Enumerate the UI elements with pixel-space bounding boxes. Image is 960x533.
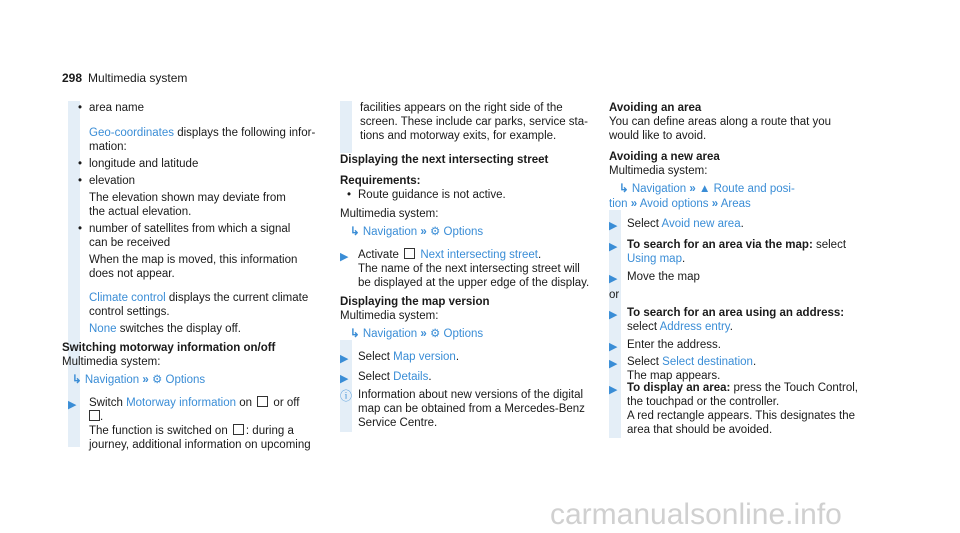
- options-link[interactable]: Options: [165, 374, 206, 386]
- step-icon: ▶: [609, 309, 618, 321]
- heading-new-area: Avoiding a new area: [609, 151, 720, 163]
- display-area-text4: area that should be avoided.: [627, 424, 773, 436]
- unchecked-line: .: [89, 410, 103, 424]
- heading-avoid-area: Avoiding an area: [609, 102, 702, 114]
- next-intersecting-street-link[interactable]: Next intersecting street: [420, 249, 538, 261]
- satellites-note1: When the map is moved, this information: [89, 254, 298, 266]
- return-arrow-icon: ↳: [350, 328, 360, 340]
- select-avoid-new-area-line: Select Avoid new area.: [627, 218, 744, 230]
- checked-box-icon: [233, 424, 244, 435]
- nav-path: [72, 373, 205, 387]
- watermark: carmanualsonline.info: [550, 498, 842, 531]
- geo-line: [89, 126, 315, 140]
- multimedia-system-label: Multimedia system:: [62, 356, 161, 368]
- details-link[interactable]: Details: [393, 371, 429, 383]
- heading-motorway: Switching motorway information on/off: [62, 342, 276, 354]
- geo-coordinates-link[interactable]: Geo-coordinates: [89, 127, 175, 139]
- select-text: Select: [358, 371, 390, 383]
- nav-path-cont: [609, 197, 751, 211]
- display-area-line: [627, 381, 858, 395]
- select-text: Select: [627, 218, 659, 230]
- column1-bar: [68, 101, 80, 447]
- areas-link[interactable]: Areas: [720, 198, 751, 210]
- switch-line: [89, 396, 299, 410]
- facilities-text3: tions and motorway exits, for example.: [360, 130, 557, 142]
- requirement-item: • Route guidance is not active.: [358, 188, 506, 202]
- activate-line: Activate Next intersecting street.: [358, 249, 542, 261]
- route-position-link[interactable]: Route and posi-: [713, 183, 795, 195]
- gear-icon: ⚙: [430, 328, 441, 340]
- using-map-line: Using map.: [627, 253, 686, 265]
- map-appears-text: The map appears.: [627, 370, 721, 382]
- checked-box-icon: [257, 396, 268, 407]
- select-text: select: [627, 321, 658, 333]
- step-icon: ▶: [340, 373, 349, 385]
- bullet-longitude: • longitude and latitude: [89, 157, 198, 171]
- checked-box-icon: [404, 248, 415, 259]
- avoid-text1: You can define areas along a route that you: [609, 116, 832, 128]
- select-details-line: Select Details.: [358, 371, 432, 383]
- double-chevron-icon: »: [142, 374, 149, 386]
- page-header: [62, 71, 187, 85]
- step-icon: ▶: [609, 358, 618, 370]
- heading-map-version: Displaying the map version: [340, 296, 490, 308]
- step-icon: ▶: [609, 273, 618, 285]
- multimedia-system-label: Multimedia system:: [609, 165, 708, 177]
- avoid-text2: would like to avoid.: [609, 130, 707, 142]
- navigation-link[interactable]: Navigation: [362, 226, 418, 238]
- double-chevron-icon: »: [420, 226, 427, 238]
- none-text: switches the display off.: [119, 323, 241, 335]
- none-line: [89, 322, 241, 336]
- unchecked-box-icon: [89, 410, 100, 421]
- or-text: or: [609, 289, 620, 301]
- gear-icon: ⚙: [152, 374, 163, 386]
- step-icon: ▶: [609, 384, 618, 396]
- satellites-note2: does not appear.: [89, 268, 175, 280]
- enter-address-text: Enter the address.: [627, 339, 721, 351]
- info-icon: ⓘ: [340, 389, 353, 403]
- switch-note-text-b: : during a: [245, 425, 294, 437]
- step-icon: ▶: [340, 353, 349, 365]
- select-destination-line: Select Select destination.: [627, 356, 757, 368]
- avoid-options-link[interactable]: Avoid options: [639, 198, 709, 210]
- address-entry-line: select Address entry.: [627, 321, 733, 333]
- facilities-text2: screen. These include car parks, service sta-: [360, 116, 588, 128]
- step-icon: ▶: [68, 399, 77, 411]
- double-chevron-icon: »: [630, 198, 638, 210]
- navigation-link[interactable]: Navigation: [631, 183, 687, 195]
- nav-path: [619, 182, 795, 196]
- display-area-text3: A red rectangle appears. This designates the: [627, 410, 856, 422]
- avoid-new-area-link[interactable]: Avoid new area: [661, 218, 741, 230]
- map-version-link[interactable]: Map version: [393, 351, 456, 363]
- gear-icon: ⚙: [430, 226, 441, 238]
- switch-note-text: The function is switched on: [89, 425, 228, 437]
- select-map-version-line: Select Map version.: [358, 351, 460, 363]
- options-link[interactable]: Options: [443, 328, 484, 340]
- return-arrow-icon: ↳: [619, 183, 629, 195]
- search-map-bold: To search for an area via the map:: [627, 239, 813, 251]
- multimedia-system-label2: Multimedia system:: [340, 310, 439, 322]
- navigation-link[interactable]: Navigation: [84, 374, 140, 386]
- using-map-link[interactable]: Using map: [627, 253, 682, 265]
- double-chevron-icon: »: [711, 198, 719, 210]
- select-text: Select: [358, 351, 390, 363]
- display-area-text: press the Touch Control,: [733, 382, 858, 394]
- section-title: Multimedia system: [88, 71, 188, 85]
- activate-note1: The name of the next intersecting street will: [358, 263, 580, 275]
- multimedia-system-label: Multimedia system:: [340, 208, 439, 220]
- switch-note2: journey, additional information on upcoming: [89, 439, 311, 451]
- info-text1: Information about new versions of the digital: [358, 389, 584, 401]
- step-icon: ▶: [340, 251, 349, 263]
- nav-path: [350, 225, 483, 239]
- route-position-link-cont[interactable]: tion: [609, 198, 628, 210]
- climate-text2: control settings.: [89, 306, 170, 318]
- column2-bar: [340, 101, 352, 153]
- bullet-area-name: • area name: [89, 101, 144, 115]
- facilities-text1: facilities appears on the right side of the: [360, 102, 563, 114]
- activate-text: Activate: [358, 249, 399, 261]
- none-link[interactable]: None: [89, 323, 117, 335]
- search-via-map-line: [627, 238, 846, 252]
- motorway-information-link[interactable]: Motorway information: [126, 397, 237, 409]
- bullet-satellites: • number of satellites from which a signal: [89, 222, 290, 236]
- off-text: or off: [273, 397, 300, 409]
- display-area-text2: the touchpad or the controller.: [627, 396, 780, 408]
- step-icon: ▶: [609, 241, 618, 253]
- satellites-line2: can be received: [89, 237, 171, 249]
- on-text: on: [239, 397, 253, 409]
- select-text: select: [815, 239, 847, 251]
- climate-control-link[interactable]: Climate control: [89, 292, 166, 304]
- info-text2: map can be obtained from a Mercedes-Benz: [358, 403, 585, 415]
- options-link[interactable]: Options: [443, 226, 484, 238]
- double-chevron-icon: »: [689, 183, 696, 195]
- nav-path2: [350, 327, 483, 341]
- double-chevron-icon: »: [420, 328, 427, 340]
- elevation-note1: The elevation shown may deviate from: [89, 192, 286, 204]
- search-address-line: To search for an area using an address:: [627, 307, 845, 319]
- step-icon: ▶: [609, 220, 618, 232]
- geo-text2: mation:: [89, 141, 127, 153]
- requirements-label: Requirements:: [340, 175, 421, 187]
- navigation-link[interactable]: Navigation: [362, 328, 418, 340]
- return-arrow-icon: ↳: [350, 226, 360, 238]
- climate-text: displays the current climate: [168, 292, 309, 304]
- page-number: 298: [62, 71, 83, 85]
- climate-line: [89, 291, 308, 305]
- select-destination-link[interactable]: Select destination: [662, 356, 753, 368]
- elevation-note2: the actual elevation.: [89, 206, 192, 218]
- bullet-elevation: • elevation: [89, 174, 135, 188]
- info-text3: Service Centre.: [358, 417, 438, 429]
- route-icon: ▲: [699, 183, 711, 195]
- select-text: Select: [627, 356, 659, 368]
- move-map-text: Move the map: [627, 271, 700, 283]
- address-entry-link[interactable]: Address entry: [659, 321, 730, 333]
- geo-text: displays the following infor-: [177, 127, 316, 139]
- switch-text: Switch: [89, 397, 123, 409]
- switch-note1: [89, 424, 294, 438]
- heading-next-street: Displaying the next intersecting street: [340, 154, 549, 166]
- return-arrow-icon: ↳: [72, 374, 82, 386]
- step-icon: ▶: [609, 341, 618, 353]
- activate-note2: be displayed at the upper edge of the display.: [358, 277, 590, 289]
- display-area-bold: To display an area:: [627, 382, 731, 394]
